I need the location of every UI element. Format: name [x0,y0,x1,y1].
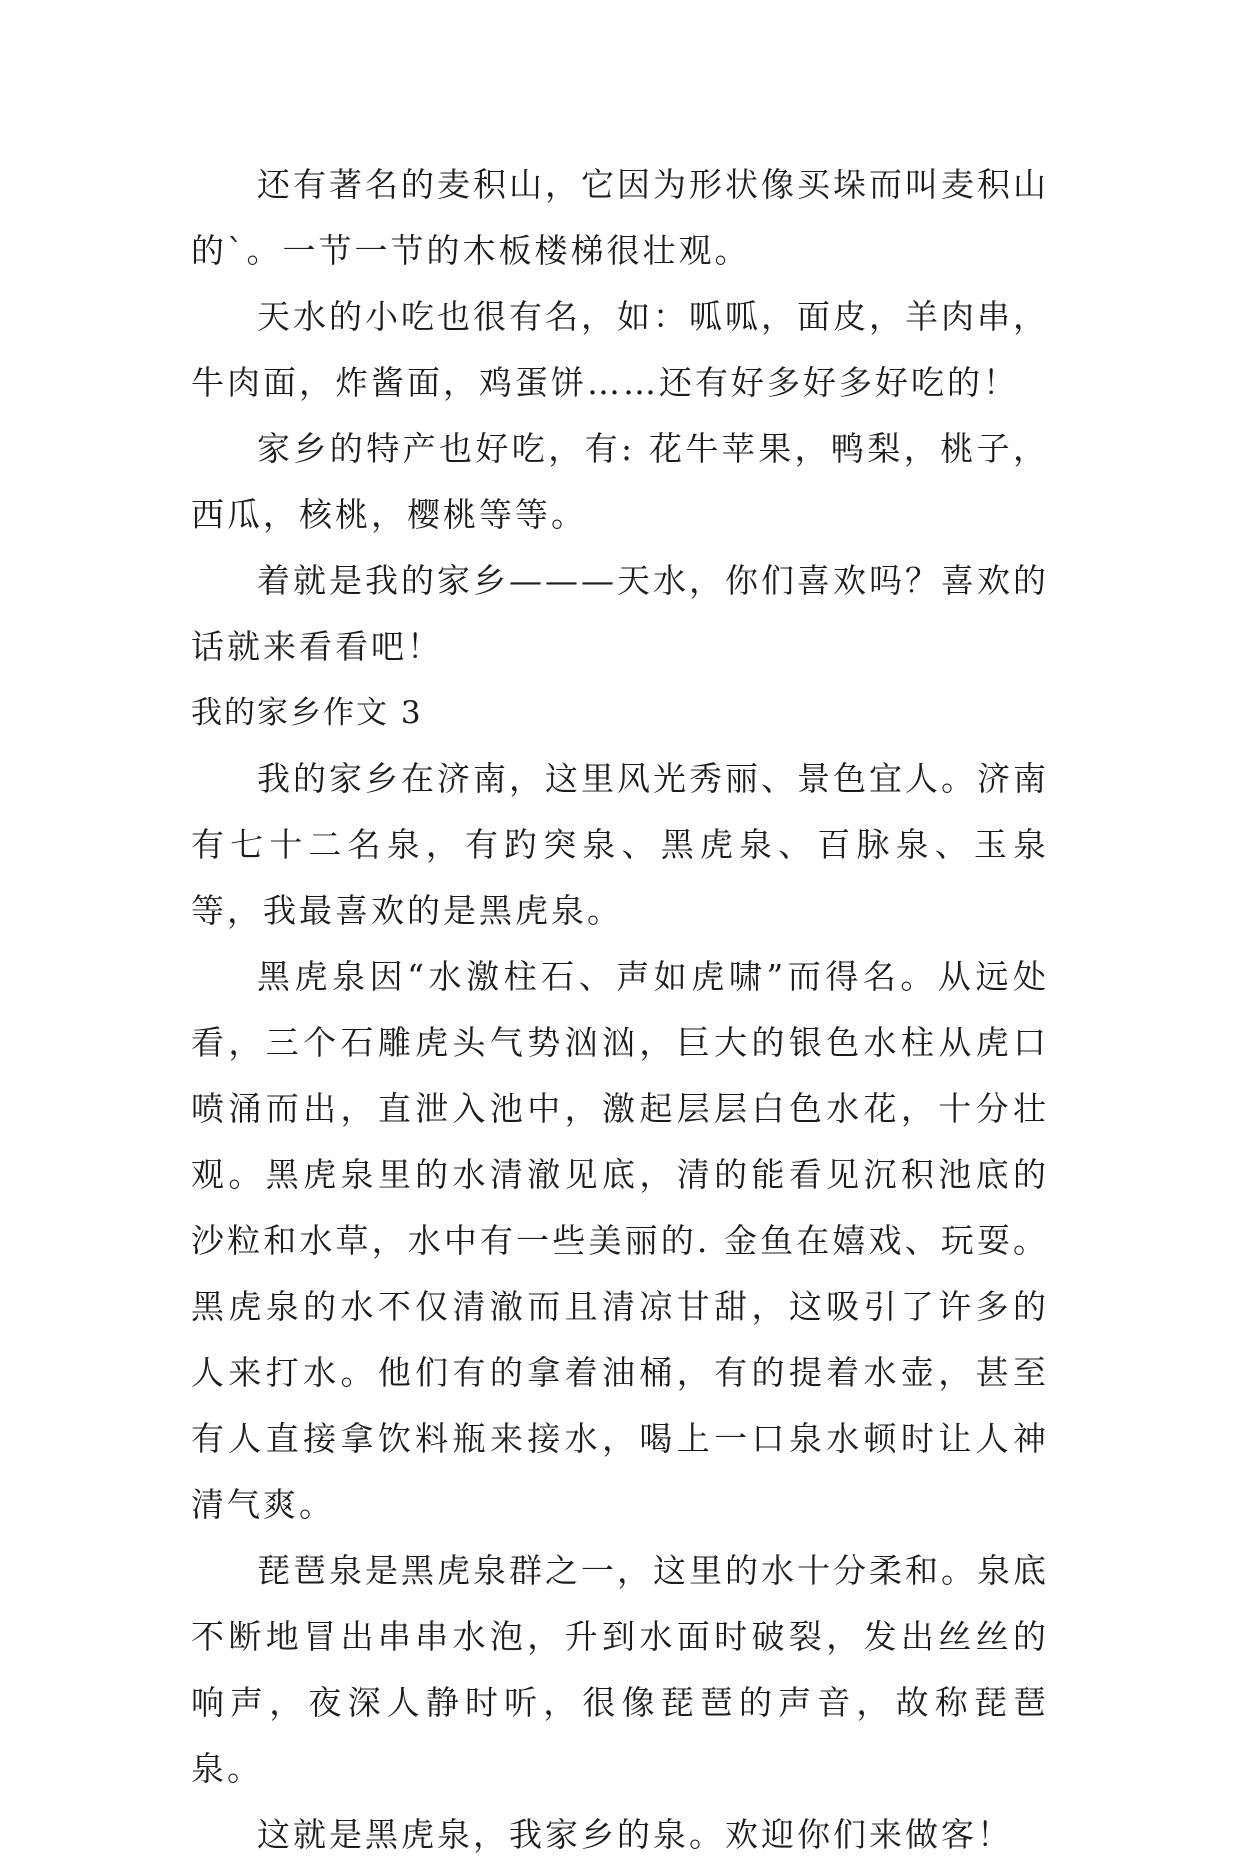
paragraph-closing-tianshui: 着就是我的家乡———天水，你们喜欢吗？喜欢的话就来看看吧！ [191,561,1049,666]
paragraph-specialties: 家乡的特产也好吃，有: 花牛苹果，鸭梨，桃子，西瓜，核桃，樱桃等等。 [191,429,1049,534]
paragraph-snacks: 天水的小吃也很有名，如：呱呱，面皮，羊肉串，牛肉面，炸酱面，鸡蛋饼……还有好多好多好吃的！ [191,297,1049,402]
paragraph-jinan-intro: 我的家乡在济南，这里风光秀丽、景色宜人。济南有七十二名泉，有趵突泉、黑虎泉、百脉泉、玉泉等，我最喜欢的是黑虎泉。 [191,759,1049,930]
paragraph-pipaquan: 琵琶泉是黑虎泉群之一，这里的水十分柔和。泉底不断地冒出串串水泡，升到水面时破裂，发出丝丝的响声，夜深人静时听，很像琵琶的声音，故称琵琶泉。 [191,1551,1049,1788]
paragraph-maijishan: 还有著名的麦积山，它因为形状像买垛而叫麦积山的`。一节一节的木板楼梯很壮观。 [191,165,1049,270]
section-title: 我的家乡作文 3 [191,695,423,731]
paragraph-closing-jinan: 这就是黑虎泉，我家乡的泉。欢迎你们来做客！ [257,1815,1013,1854]
document-body [191,152,1049,1868]
paragraph-heihuquan: 黑虎泉因“水激柱石、声如虎啸”而得名。从远处看，三个石雕虎头气势汹汹，巨大的银色水柱从虎口喷涌而出，直泄入池中，激起层层白色水花，十分壮观。黑虎泉里的水清澈见底，清的能看见沉积池底的沙粒和水草，水中有一些美丽的. 金鱼在嬉戏、玩耍。黑虎泉的水不仅清澈而且清凉甘甜，这吸引了许多的人来打水。他们有的拿着油桶，有的提着水壶，甚至有人直接拿饮料瓶来接水，喝上一口泉水顿时让人神清气爽。 [191,957,1049,1524]
